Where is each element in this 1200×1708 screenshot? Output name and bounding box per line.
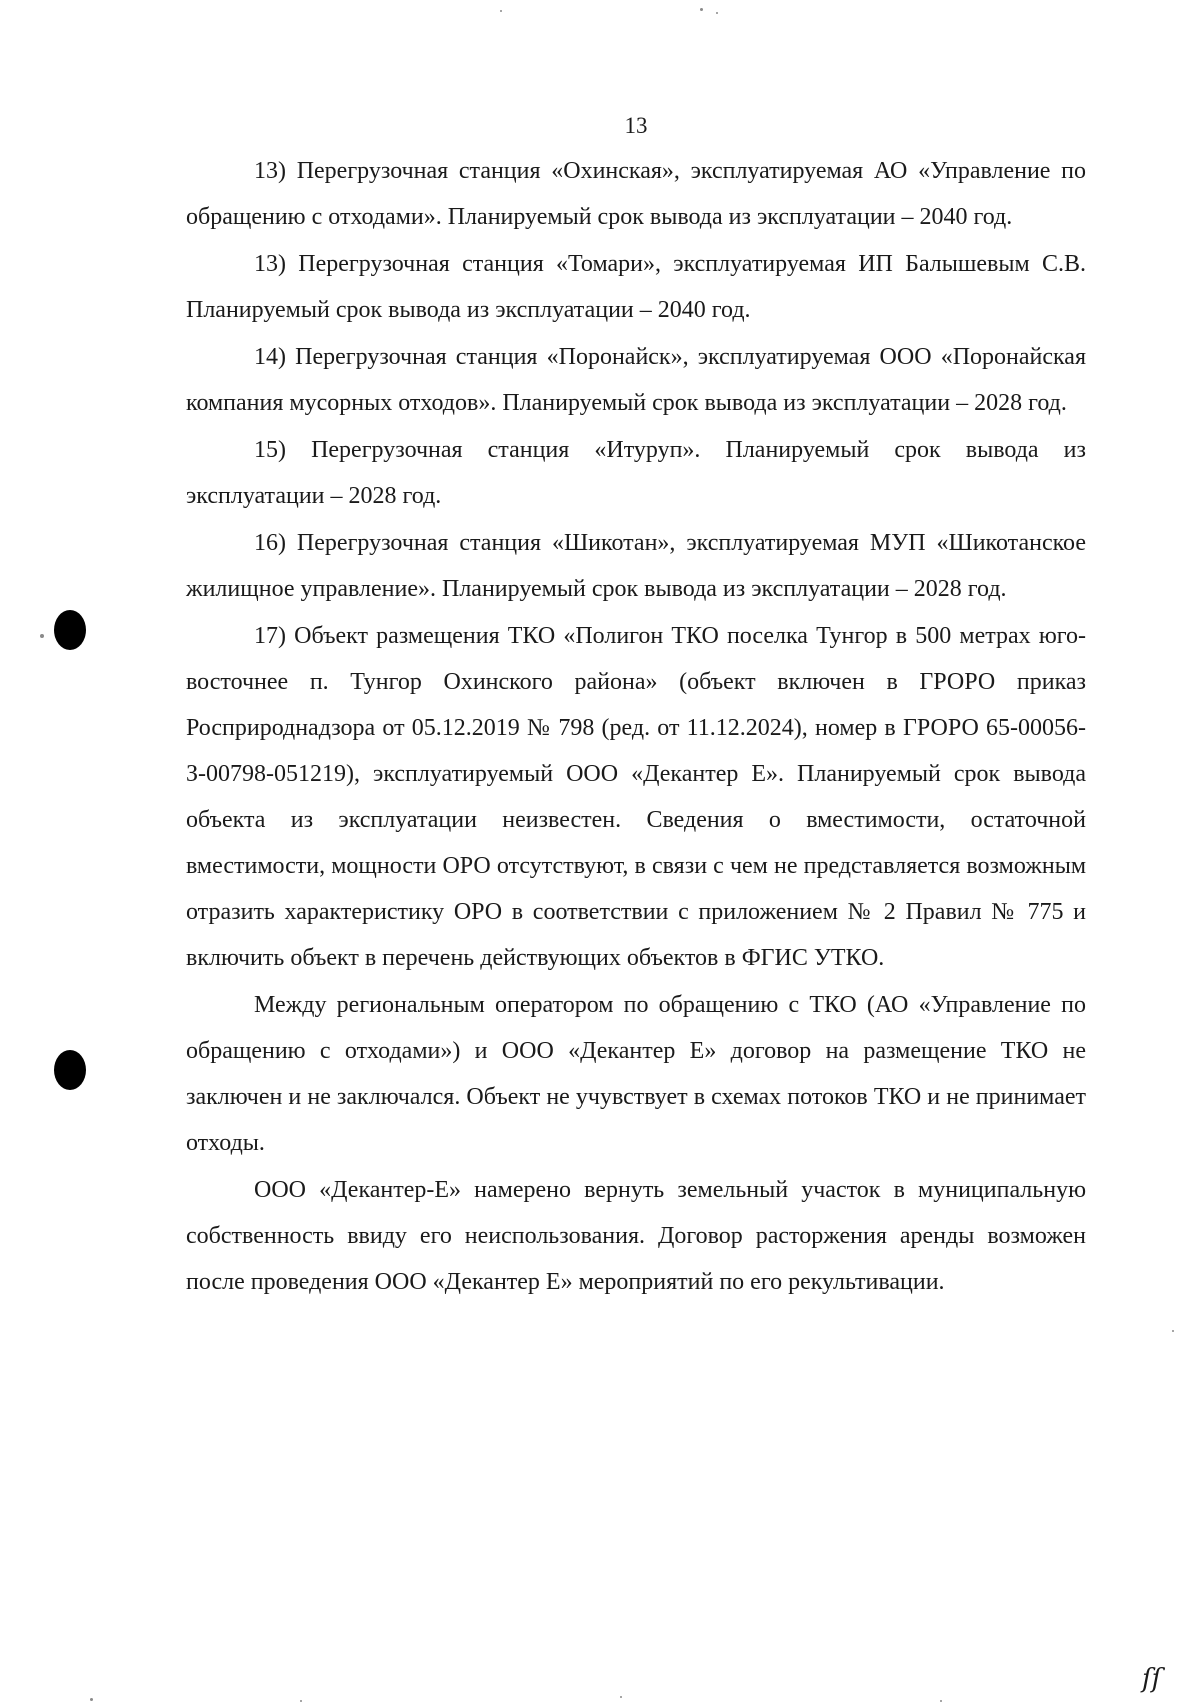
handwritten-corner-mark: ſſ bbox=[1142, 1664, 1162, 1694]
punch-hole-lower bbox=[54, 1050, 86, 1090]
paragraph-station-iturup: 15) Перегрузочная станция «Итуруп». Планируемый срок вывода из эксплуатации – 2028 год. bbox=[186, 437, 1086, 509]
scan-speck bbox=[1172, 1330, 1174, 1332]
paragraph-station-shikotan: 16) Перегрузочная станция «Шикотан», эксплуатируемая МУП «Шикотанское жилищное управление». Планируемый срок вывода из эксплуатации – 2028 год. bbox=[186, 530, 1086, 602]
scan-speck bbox=[500, 10, 502, 12]
paragraph-land-return: ООО «Декантер-Е» намерено вернуть земельный участок в муниципальную собственность ввиду его неиспользования. Договор расторжения аренды возможен после проведения ООО «Декантер Е» мероприятий по его рекультивации. bbox=[186, 1177, 1086, 1295]
scan-speck bbox=[700, 8, 703, 11]
paragraph-station-okhinskaya: 13) Перегрузочная станция «Охинская», эксплуатируемая АО «Управление по обращению с отходами». Планируемый срок вывода из эксплуатации – 2040 год. bbox=[186, 158, 1086, 230]
paragraph-landfill-tungor: 17) Объект размещения ТКО «Полигон ТКО поселка Тунгор в 500 метрах юго-восточнее п. Тунгор Охинского района» (объект включен в ГРОРО приказ Росприроднадзора от 05.12.2019 № 798 (ред. от 11.12.2024), номер в ГРОРО 65-00056-З-00798-051219), эксплуатируемый ООО «Декантер Е». Планируемый срок вывода объекта из эксплуатации неизвестен. Сведения о вместимости, остаточной вместимости, мощности ОРО отсутствуют, в связи с чем не представляется возможным отразить характеристику ОРО в соответствии с приложением № 2 Правил № 775 и включить объект в перечень действующих объектов в ФГИС УТКО. bbox=[186, 623, 1086, 971]
paragraph-station-tomari: 13) Перегрузочная станция «Томари», эксплуатируемая ИП Балышевым С.В. Планируемый срок вывода из эксплуатации – 2040 год. bbox=[186, 251, 1086, 323]
scan-speck bbox=[40, 634, 44, 638]
punch-hole-upper bbox=[54, 610, 86, 650]
scan-speck bbox=[90, 1698, 93, 1701]
scan-speck bbox=[300, 1700, 302, 1702]
page-number: 13 bbox=[624, 113, 648, 138]
document-body bbox=[186, 148, 1086, 1305]
scan-speck bbox=[620, 1696, 622, 1698]
scan-speck bbox=[940, 1700, 942, 1702]
paragraph-station-poronaysk: 14) Перегрузочная станция «Поронайск», эксплуатируемая ООО «Поронайская компания мусорных отходов». Планируемый срок вывода из эксплуатации – 2028 год. bbox=[186, 344, 1086, 416]
paragraph-contract-status: Между региональным оператором по обращению с ТКО (АО «Управление по обращению с отходами») и ООО «Декантер Е» договор на размещение ТКО не заключен и не заключался. Объект не учувствует в схемах потоков ТКО и не принимает отходы. bbox=[186, 992, 1086, 1156]
scan-speck bbox=[716, 12, 718, 14]
